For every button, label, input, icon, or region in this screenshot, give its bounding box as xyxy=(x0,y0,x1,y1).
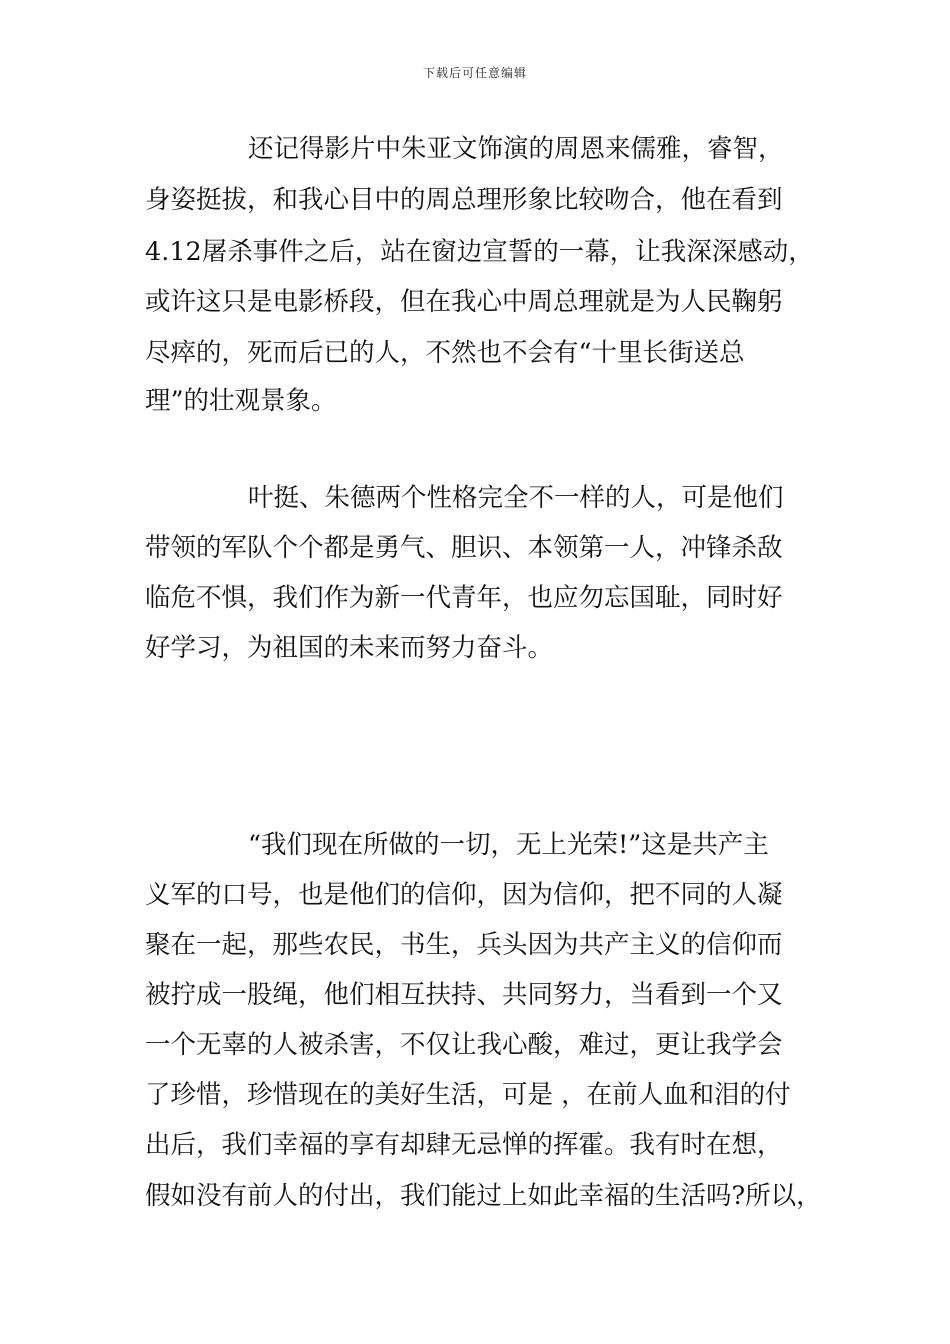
paragraph-line: 出后，我们幸福的享有却肆无忌惮的挥霍。我有时在想， xyxy=(145,1130,783,1160)
paragraph-line: 好学习，为祖国的未来而努力奋斗。 xyxy=(145,633,554,663)
paragraph-line: 还记得影片中朱亚文饰演的周恩来儒雅，睿智， xyxy=(248,134,784,164)
paragraph-line: 一个无辜的人被杀害，不仅让我心酸，难过，更让我学会 xyxy=(145,1030,783,1060)
paragraph-line: 假如没有前人的付出，我们能过上如此幸福的生活吗?所以， xyxy=(145,1181,822,1211)
paragraph-line: “我们现在所做的一切，无上光荣!”这是共产主 xyxy=(248,830,769,860)
paragraph-line: 或许这只是电影桥段，但在我心中周总理就是为人民鞠躬 xyxy=(145,287,783,317)
paragraph-line: 了珍惜，珍惜现在的美好生活，可是 ，在前人血和泪的付 xyxy=(145,1080,791,1110)
paragraph-line: 叶挺、朱德两个性格完全不一样的人，可是他们 xyxy=(248,483,784,513)
paragraph-line: 尽瘁的，死而后已的人，不然也不会有“十里长街送总 xyxy=(145,338,745,368)
paragraph-line: 身姿挺拔，和我心目中的周总理形象比较吻合，他在看到 xyxy=(145,185,783,215)
paragraph-line: 义军的口号，也是他们的信仰，因为信仰，把不同的人凝 xyxy=(145,880,783,910)
paragraph-line: 带领的军队个个都是勇气、胆识、本领第一人，冲锋杀敌 xyxy=(145,533,783,563)
paragraph-line: 聚在一起，那些农民，书生，兵头因为共产主义的信仰而 xyxy=(145,930,783,960)
paragraph-line: 4.12屠杀事件之后，站在窗边宣誓的一幕，让我深深感动， xyxy=(145,237,814,267)
paragraph-line: 理”的壮观景象。 xyxy=(145,386,337,416)
paragraph-line: 临危不惧，我们作为新一代青年，也应勿忘国耻，同时好 xyxy=(145,583,783,613)
paragraph-line: 被拧成一股绳，他们相互扶持、共同努力，当看到一个又 xyxy=(145,980,783,1010)
page-header: 下载后可任意编辑 xyxy=(422,66,527,80)
